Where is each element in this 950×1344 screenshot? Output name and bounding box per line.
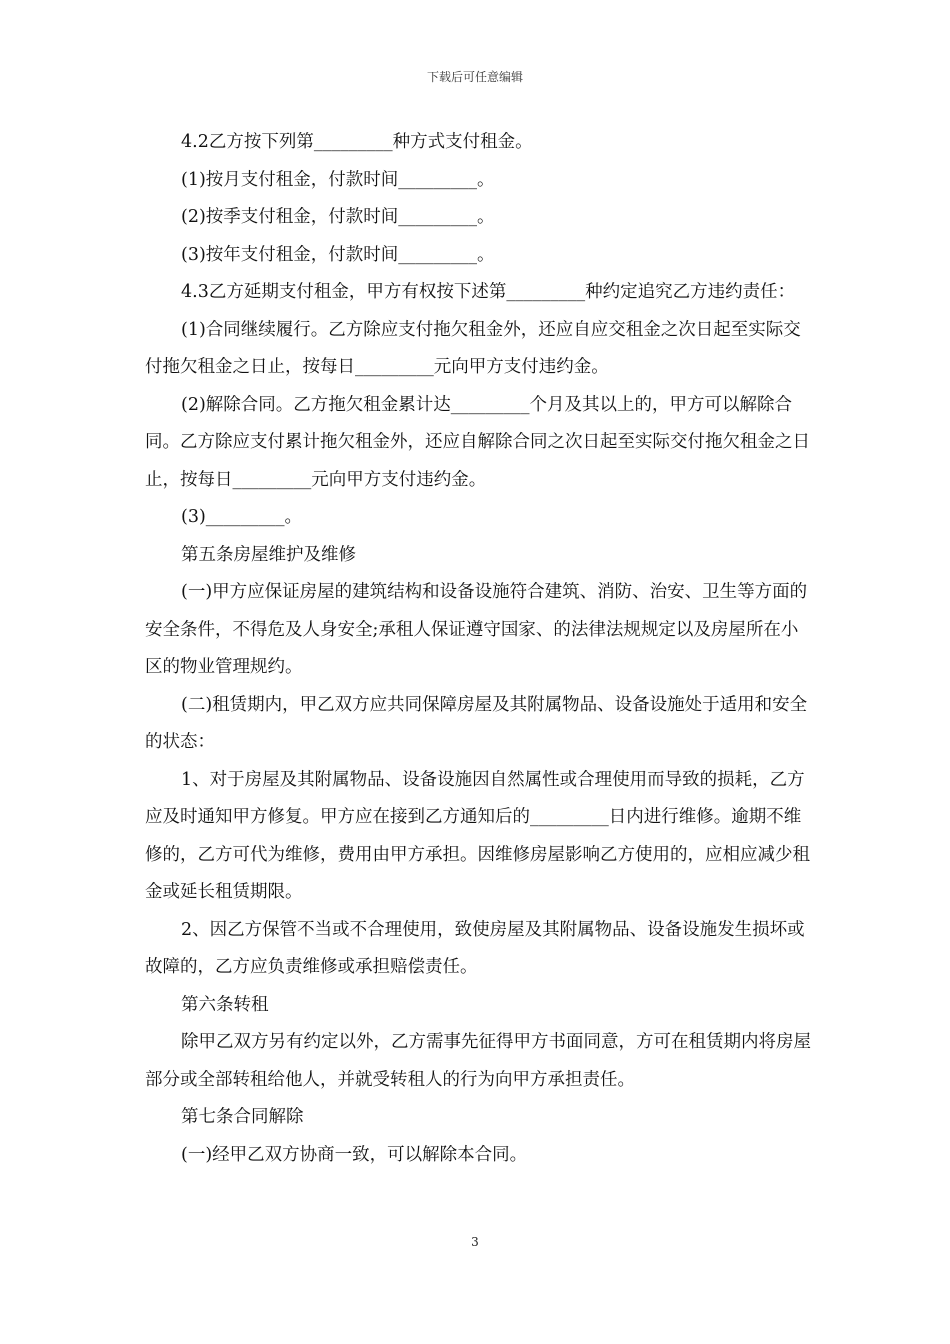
paragraph-5-2: (二)租赁期内，甲乙双方应共同保障房屋及其附属物品、设备设施处于适用和安全的状态： (145, 694, 808, 752)
page-number: 3 (471, 1235, 479, 1249)
paragraph-6: 除甲乙双方另有约定以外，乙方需事先征得甲方书面同意，方可在租赁期内将房屋部分或全部转租给他人，并就受转租人的行为向甲方承担责任。 (145, 1032, 811, 1090)
paragraph-5-2-1: 1、对于房屋及其附属物品、设备设施因自然属性或合理使用而导致的损耗，乙方应及时通知甲方修复。甲方应在接到乙方通知后的_________日内进行维修。逾期不维修的，乙方可代为维修，费用由甲方承担。因维修房屋影响乙方使用的，应相应减少租金或延长租赁期限。 (145, 769, 810, 902)
section-heading-article-7: 第七条合同解除 (181, 1107, 304, 1127)
paragraph-yearly-payment: (3)按年支付租金，付款时间_________。 (181, 244, 495, 265)
paragraph-4-3: 4.3乙方延期支付租金，甲方有权按下述第_________种约定追究乙方违约责任： (181, 282, 796, 302)
paragraph-7-1: (一)经甲乙双方协商一致，可以解除本合同。 (181, 1144, 528, 1165)
paragraph-terminate-contract: (2)解除合同。乙方拖欠租金累计达_________个月及其以上的，甲方可以解除合同。乙方除应支付累计拖欠租金外，还应自解除合同之次日起至实际交付拖欠租金之日止，按每日_________元向甲方支付违约金。 (145, 394, 810, 490)
document-body (145, 124, 813, 1174)
section-heading-article-5: 第五条房屋维护及维修 (181, 544, 356, 565)
paragraph-5-1: (一)甲方应保证房屋的建筑结构和设备设施符合建筑、消防、治安、卫生等方面的安全条件，不得危及人身安全;承租人保证遵守国家、的法律法规规定以及房屋所在小区的物业管理规约。 (145, 582, 808, 677)
paragraph-monthly-payment: (1)按月支付租金，付款时间_________。 (181, 169, 495, 190)
paragraph-4-2: 4.2乙方按下列第_________种方式支付租金。 (181, 132, 533, 152)
paragraph-other-option: (3)_________。 (181, 507, 303, 527)
page-header: 下载后可任意编辑 (426, 70, 523, 84)
paragraph-quarterly-payment: (2)按季支付租金，付款时间_________。 (181, 207, 495, 227)
paragraph-continue-contract: (1)合同继续履行。乙方除应支付拖欠租金外，还应自应交租金之次日起至实际交付拖欠租金之日止，按每日_________元向甲方支付违约金。 (145, 319, 801, 377)
section-heading-article-6: 第六条转租 (181, 994, 269, 1015)
paragraph-5-2-2: 2、因乙方保管不当或不合理使用，致使房屋及其附属物品、设备设施发生损坏或故障的，乙方应负责维修或承担赔偿责任。 (145, 919, 805, 977)
